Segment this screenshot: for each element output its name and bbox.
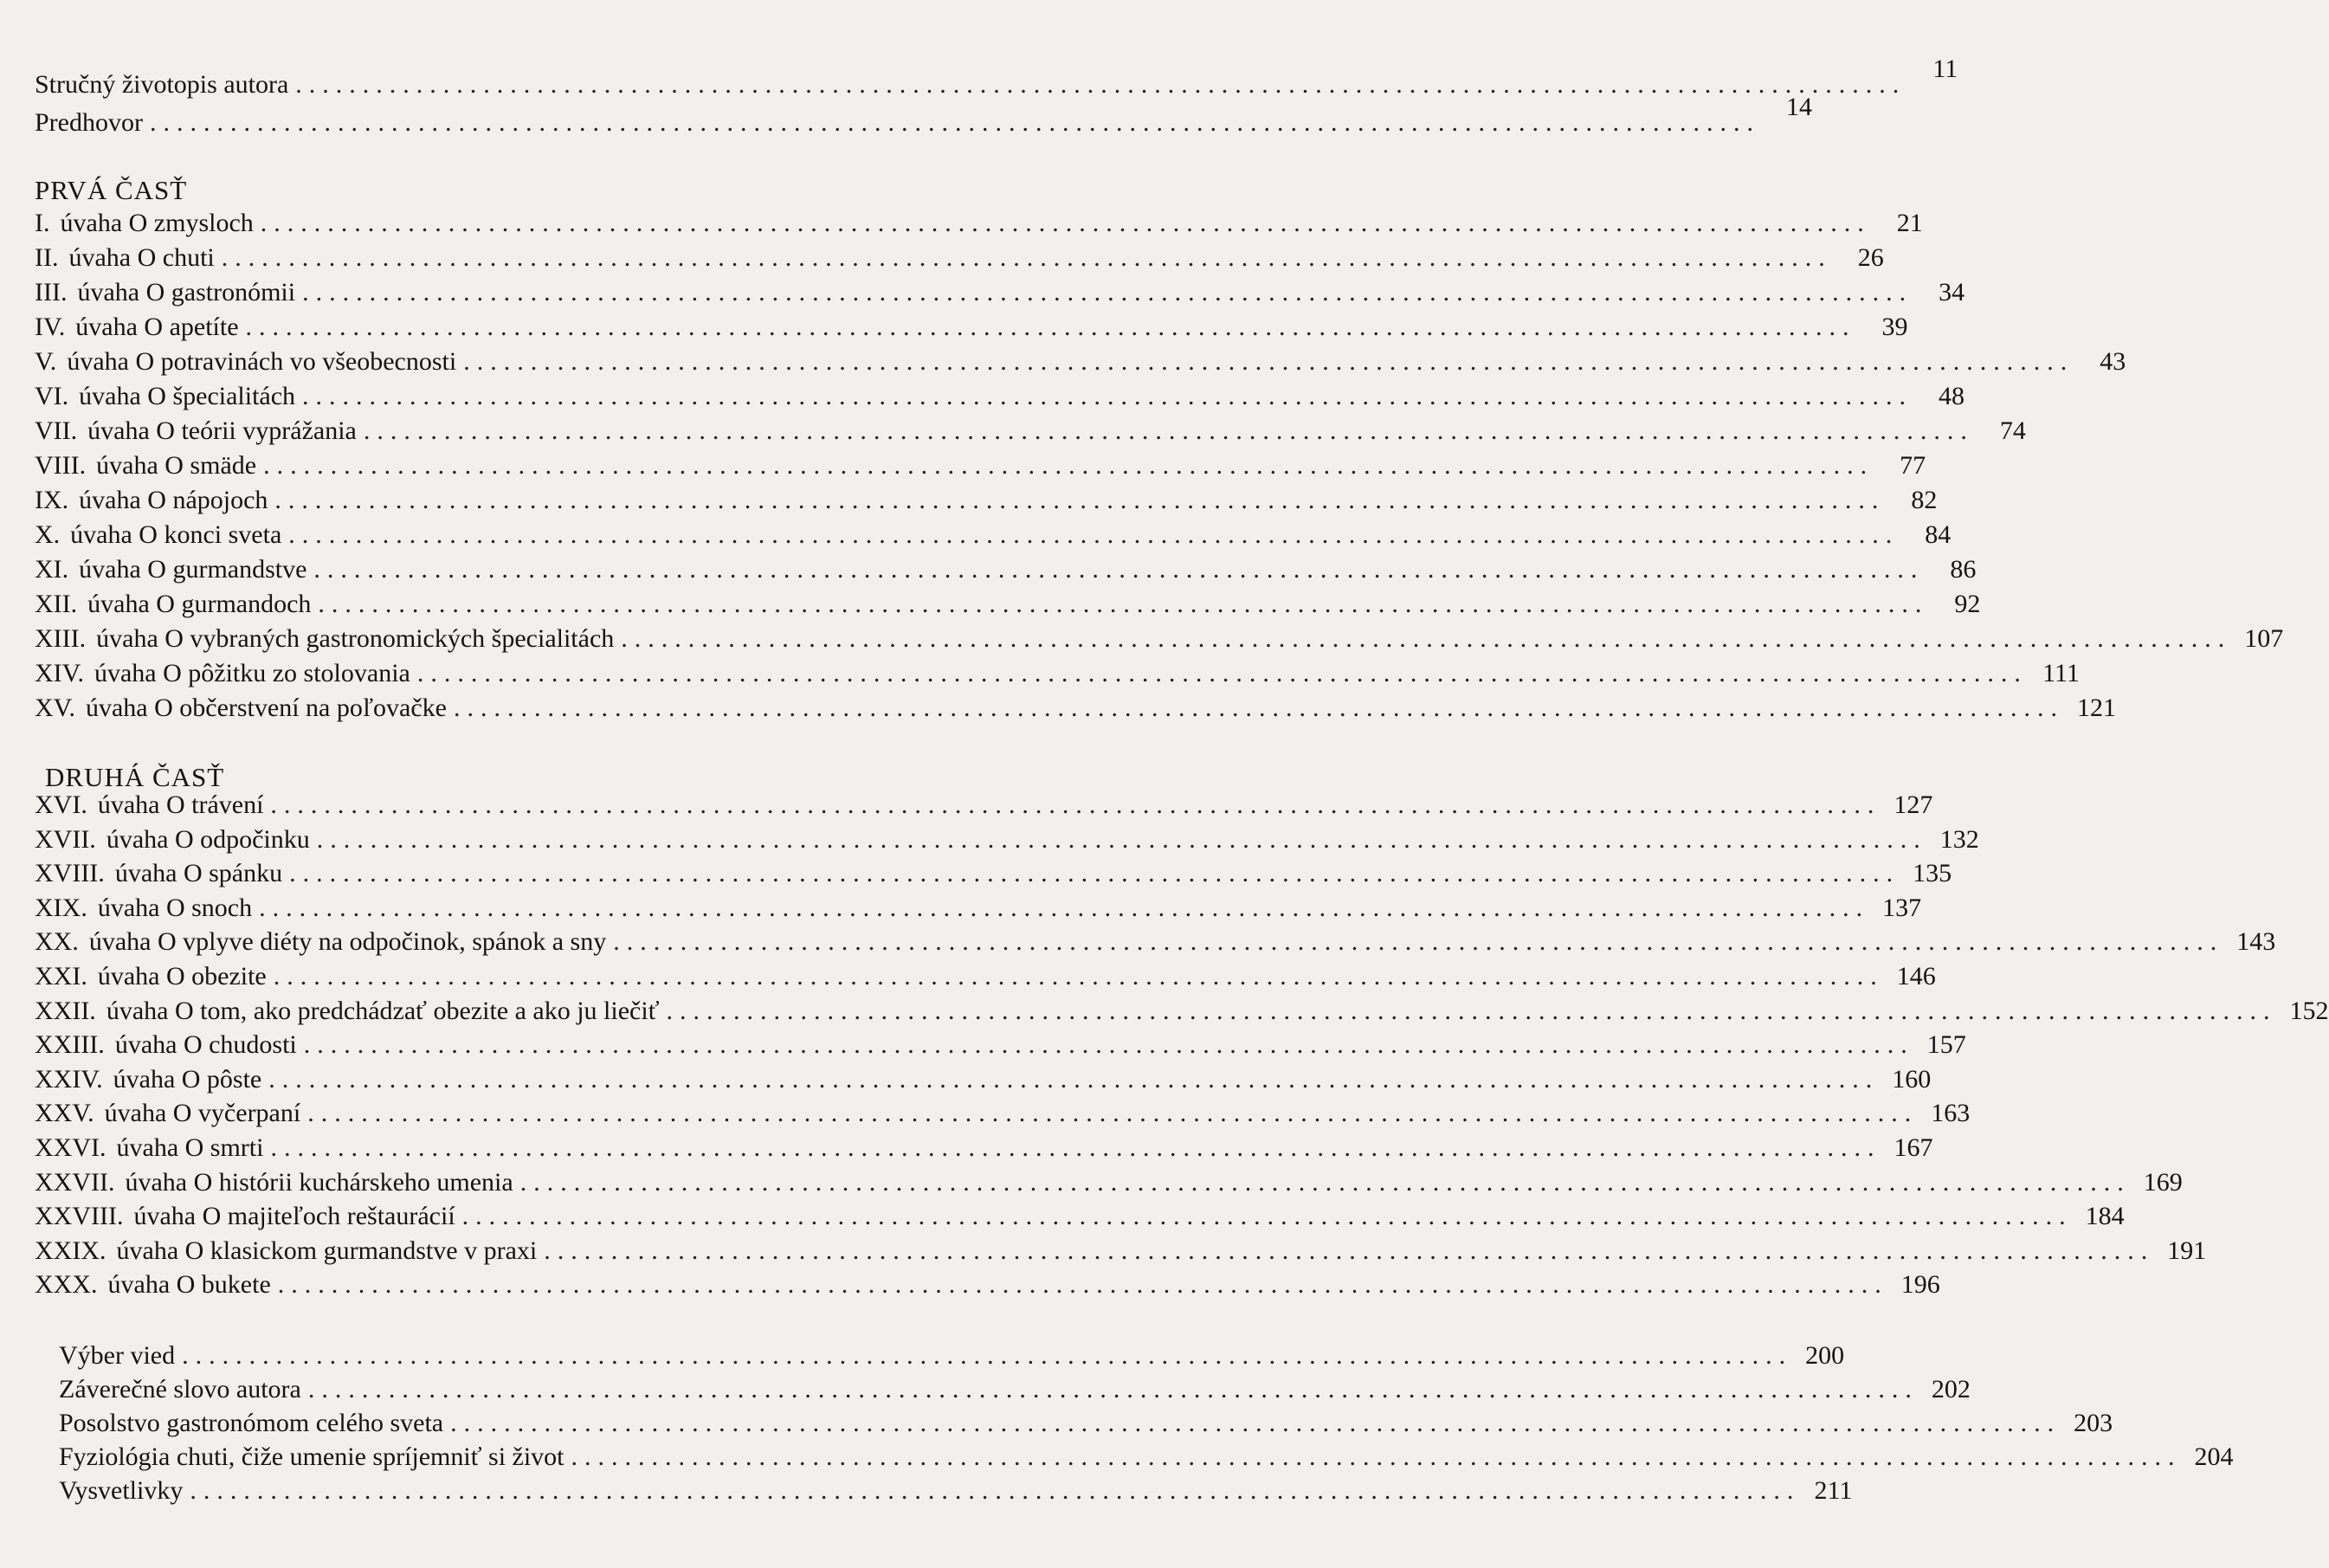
chapter-number: XVIII. (35, 859, 105, 888)
dot-leader: ........................................................................................................................ (277, 1270, 1888, 1300)
part-heading: PRVÁ ČASŤ (35, 175, 188, 205)
toc-entry (35, 790, 1933, 821)
entry-page: 74 (1999, 416, 2026, 445)
chapter-number: III. (35, 278, 68, 307)
dot-leader: ........................................................................................................................ (544, 1236, 2155, 1265)
entry-title: Záverečné slovo autora (59, 1375, 301, 1403)
entry-page: 92 (1954, 590, 1981, 618)
entry-title: Vysvetlivky (59, 1476, 184, 1505)
chapter-number: XXIV. (35, 1064, 103, 1094)
chapter-number: XIX. (35, 893, 87, 922)
toc-entry (35, 1029, 1966, 1061)
entry-page: 82 (1911, 486, 1938, 514)
entry-title: úvaha O apetíte (75, 313, 239, 341)
entry-title: úvaha O gurmandstve (79, 555, 307, 584)
entry-title: úvaha O smäde (96, 451, 257, 480)
toc-entry (35, 346, 2126, 377)
toc-entry (35, 1201, 2125, 1232)
entry-title: úvaha O tom, ako predchádzať obezite a ako ju liečiť (106, 996, 660, 1025)
dot-leader: ........................................................................................................................ (613, 927, 2224, 957)
entry-page: 48 (1939, 382, 1965, 410)
chapter-number: XVI. (35, 790, 87, 819)
chapter-number: VI. (35, 382, 69, 410)
toc-entry (35, 242, 1884, 274)
dot-leader: ........................................................................................................................ (307, 1375, 1919, 1403)
dot-leader: ........................................................................................................................ (316, 824, 1927, 854)
toc-entry (35, 589, 1981, 620)
entry-title: Fyziológia chuti, čiže umenie spríjemniť si život (59, 1442, 565, 1471)
chapter-number: XXIX. (35, 1236, 106, 1265)
entry-title: úvaha O gastronómii (77, 278, 296, 307)
toc-entry (35, 858, 1952, 889)
toc-entry (35, 93, 1812, 139)
entry-title: úvaha O klasickom gurmandstve v praxi (116, 1236, 538, 1265)
dot-leader: ........................................................................................................................ (259, 893, 1870, 922)
toc-entry (35, 1132, 1933, 1164)
toc-entry (35, 1236, 2207, 1267)
dot-leader: ........................................................................................................................ (454, 694, 2064, 722)
toc-entry (35, 1269, 1940, 1300)
entry-title: úvaha O občerstvení na poľovačke (85, 694, 447, 722)
chapter-number: I. (35, 209, 50, 237)
dot-leader: ........................................................................................................................ (273, 962, 1884, 990)
entry-page: 135 (1913, 859, 1952, 888)
entry-title: úvaha O teórii vyprážania (87, 416, 357, 445)
toc-entry (35, 277, 1965, 308)
dot-leader: ........................................................................................................................ (295, 70, 1906, 99)
entry-page: 39 (1881, 313, 1908, 341)
dot-leader: ........................................................................................................................ (221, 243, 1832, 272)
toc-entry (35, 893, 1922, 924)
entry-title: úvaha O majiteľoch reštaurácií (133, 1202, 455, 1231)
toc-entry (35, 996, 2329, 1027)
dot-leader: ........................................................................................................................ (263, 451, 1874, 480)
dot-leader: ........................................................................................................................ (313, 555, 1925, 584)
toc-entry (59, 1475, 1853, 1507)
entry-page: 200 (1805, 1341, 1845, 1370)
entry-page: 203 (2074, 1409, 2113, 1437)
toc-entry (35, 55, 1958, 100)
entry-page: 160 (1892, 1064, 1932, 1094)
dot-leader: ........................................................................................................................ (190, 1476, 1801, 1505)
toc-entry (35, 416, 2026, 447)
chapter-number: XVII. (35, 824, 96, 854)
chapter-number: XI. (35, 555, 69, 584)
entry-page: 21 (1896, 209, 1923, 237)
entry-title: úvaha O bukete (107, 1270, 271, 1300)
dot-leader: ........................................................................................................................ (270, 790, 1881, 819)
dot-leader: ........................................................................................................................ (571, 1442, 2182, 1471)
entry-title: úvaha O konci sveta (70, 520, 282, 549)
toc-entry (35, 450, 1926, 481)
toc-entry (35, 554, 1977, 585)
dot-leader: ........................................................................................................................ (302, 278, 1913, 307)
chapter-number: XXV. (35, 1099, 94, 1128)
chapter-number: XXII. (35, 996, 96, 1025)
entry-title: úvaha O vyčerpaní (104, 1099, 301, 1128)
toc-entry (35, 485, 1938, 516)
chapter-number: XX. (35, 927, 79, 957)
dot-leader: ........................................................................................................................ (450, 1409, 2061, 1437)
dot-leader: ........................................................................................................................ (416, 659, 2028, 687)
entry-page: 202 (1931, 1375, 1971, 1403)
entry-page: 196 (1900, 1270, 1940, 1300)
entry-page: 211 (1814, 1476, 1853, 1505)
toc-entry (59, 1374, 1971, 1405)
chapter-number: XXVI. (35, 1133, 106, 1162)
entry-page: 143 (2236, 927, 2276, 957)
entry-page: 137 (1882, 893, 1922, 922)
entry-title: úvaha O trávení (97, 790, 264, 819)
toc-entry (35, 1167, 2183, 1198)
dot-leader: ........................................................................................................................ (268, 1064, 1880, 1094)
dot-leader: ........................................................................................................................ (303, 1030, 1914, 1060)
entry-title: Posolstvo gastronómom celého sveta (59, 1409, 444, 1437)
entry-page: 167 (1894, 1133, 1933, 1162)
toc-entry (35, 208, 1923, 239)
dot-leader: ........................................................................................................................ (666, 996, 2277, 1025)
chapter-number: XIII. (35, 624, 87, 653)
entry-page: 111 (2042, 659, 2080, 687)
toc-entry (59, 1442, 2234, 1473)
toc-entry (59, 1408, 2113, 1439)
dot-leader: ........................................................................................................................ (182, 1341, 1793, 1370)
chapter-number: XXVIII. (35, 1202, 124, 1231)
toc-entry (35, 658, 2080, 689)
dot-leader: ........................................................................................................................ (274, 486, 1886, 514)
entry-page: 34 (1939, 278, 1965, 307)
entry-title: úvaha O gurmandoch (87, 590, 312, 618)
toc-entry (35, 1098, 1971, 1129)
toc-entry (35, 824, 1979, 855)
entry-title: úvaha O chuti (68, 243, 215, 272)
dot-leader: ........................................................................................................................ (245, 313, 1856, 341)
entry-title: úvaha O vybraných gastronomických špecialitách (96, 624, 615, 653)
entry-title: Výber vied (59, 1341, 176, 1370)
dot-leader: ........................................................................................................................ (270, 1133, 1881, 1162)
entry-title: úvaha O pôžitku zo stolovania (94, 659, 410, 687)
part-heading: DRUHÁ ČASŤ (45, 762, 225, 792)
entry-title: úvaha O spánku (114, 859, 283, 888)
dot-leader: ........................................................................................................................ (149, 108, 1760, 137)
dot-leader: ........................................................................................................................ (260, 209, 1871, 237)
chapter-number: XXX. (35, 1270, 98, 1300)
entry-title: úvaha O vplyve diéty na odpočinok, spánok a sny (88, 927, 607, 957)
entry-title: úvaha O snoch (97, 893, 253, 922)
toc-entry (35, 926, 2276, 958)
dot-leader: ........................................................................................................................ (318, 590, 1929, 618)
chapter-number: X. (35, 520, 61, 549)
toc-entry (35, 961, 1936, 992)
entry-page: 77 (1900, 451, 1926, 480)
entry-title: úvaha O zmysloch (60, 209, 254, 237)
entry-page: 127 (1894, 790, 1933, 819)
entry-page: 204 (2194, 1442, 2234, 1471)
entry-page: 191 (2167, 1236, 2207, 1265)
entry-page: 157 (1926, 1030, 1966, 1060)
dot-leader: ........................................................................................................................ (288, 520, 1900, 549)
dot-leader: ........................................................................................................................ (621, 624, 2232, 653)
entry-title: úvaha O špecialitách (79, 382, 296, 410)
toc-entry (35, 693, 2116, 724)
entry-page: 152 (2289, 996, 2329, 1025)
entry-title: úvaha O pôste (113, 1064, 262, 1094)
entry-title: Stručný životopis autora (35, 70, 289, 99)
dot-leader: ........................................................................................................................ (461, 1202, 2073, 1231)
entry-page: 107 (2244, 624, 2284, 653)
chapter-number: XXI. (35, 962, 87, 990)
entry-title: úvaha O potravinách vo všeobecnosti (67, 347, 457, 376)
entry-title: úvaha O chudosti (114, 1030, 297, 1060)
toc-entry (35, 312, 1908, 343)
toc-entry (35, 381, 1965, 412)
dot-leader: ........................................................................................................................ (307, 1099, 1919, 1128)
dot-leader: ........................................................................................................................ (519, 1167, 2131, 1197)
entry-page: 86 (1950, 555, 1977, 584)
entry-page: 163 (1931, 1099, 1971, 1128)
entry-title: úvaha O smrti (116, 1133, 264, 1162)
chapter-number: II. (35, 243, 59, 272)
chapter-number: VII. (35, 416, 78, 445)
entry-page: 132 (1939, 824, 1979, 854)
chapter-number: XII. (35, 590, 78, 618)
chapter-number: XXVII. (35, 1167, 115, 1197)
toc-entry (35, 623, 2284, 655)
entry-page: 43 (2100, 347, 2126, 376)
dot-leader: ........................................................................................................................ (289, 859, 1900, 888)
chapter-number: XV. (35, 694, 75, 722)
chapter-number: XIV. (35, 659, 84, 687)
entry-page: 14 (1785, 93, 1812, 121)
entry-page: 169 (2143, 1167, 2183, 1197)
entry-title: úvaha O nápojoch (79, 486, 268, 514)
entry-page: 146 (1896, 962, 1936, 990)
toc-entry (59, 1340, 1845, 1371)
chapter-number: XXIII. (35, 1030, 105, 1060)
entry-title: úvaha O odpočinku (106, 824, 310, 854)
entry-title: Predhovor (35, 108, 143, 137)
chapter-number: IX. (35, 486, 69, 514)
dot-leader: ........................................................................................................................ (363, 416, 1974, 445)
chapter-number: VIII. (35, 451, 87, 480)
entry-page: 84 (1925, 520, 1952, 549)
toc-entry (35, 519, 1952, 551)
entry-page: 184 (2085, 1202, 2125, 1231)
dot-leader: ........................................................................................................................ (302, 382, 1913, 410)
entry-title: úvaha O histórii kuchárskeho umenia (125, 1167, 513, 1197)
entry-page: 11 (1932, 55, 1958, 83)
chapter-number: IV. (35, 313, 66, 341)
toc-entry (35, 1064, 1932, 1095)
entry-page: 26 (1857, 243, 1884, 272)
dot-leader: ........................................................................................................................ (463, 347, 2074, 376)
chapter-number: V. (35, 347, 57, 376)
entry-page: 121 (2077, 694, 2116, 722)
entry-title: úvaha O obezite (97, 962, 267, 990)
